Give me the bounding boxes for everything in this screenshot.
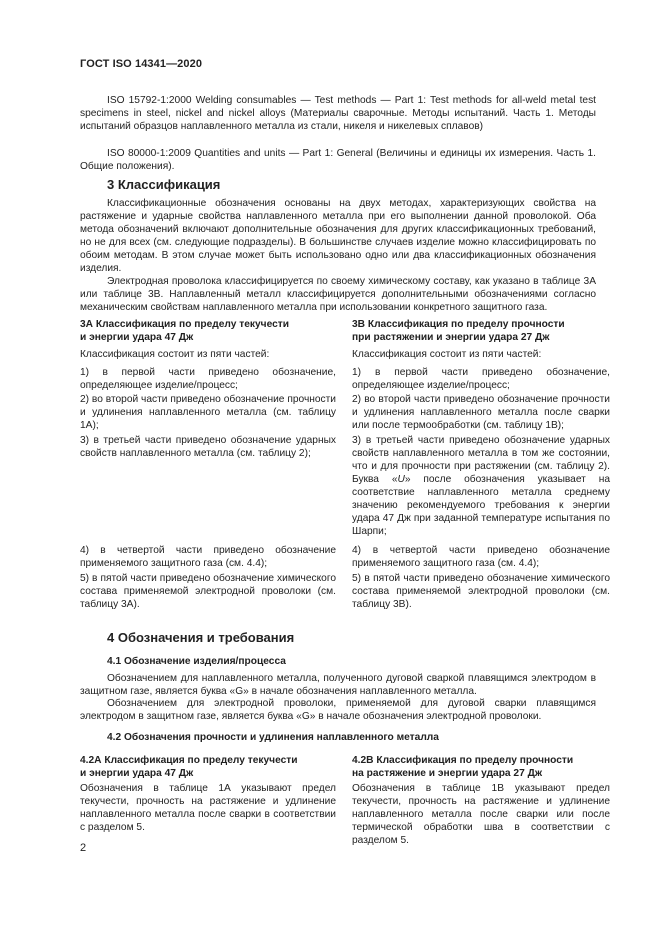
heading-4-2a: [80, 754, 336, 780]
section-4-2a-text: Обозначения в таблице 1А указывают предел текучести, прочность на растяжение и удлинение наплавленного металла после сварки в соответствии с разделом 5.: [80, 783, 336, 833]
section-4-title: 4 Обозначения и требования: [107, 630, 295, 645]
section-4-1-title: 4.1 Обозначение изделия/процесса: [107, 656, 286, 667]
page-number: 2: [80, 842, 87, 854]
heading-3a-line-1: 3А Классификация по пределу текучести: [80, 319, 290, 330]
heading-4-2a-line-2: и энергии удара 47 Дж: [80, 768, 194, 779]
list-3a-item-5: 5) в пятой части приведено обозначение химического состава применяемой электродной проволоки (см. таблицу 3А).: [80, 573, 336, 610]
section-4-2-title: 4.2 Обозначения прочности и удлинения наплавленного металла: [107, 732, 439, 743]
list-3b-item-5: 5) в пятой части приведено обозначение химического состава применяемой электродной проволоки (см. таблицу 3В).: [352, 573, 610, 610]
heading-3b-line-1: 3В Классификация по пределу прочности: [352, 319, 565, 330]
section-3-paragraph-2: Электродная проволока классифицируется по своему химическому составу, как указано в таблице 3А или таблице 3В. Наплавленный металл классифицируется дополнительными обозначениями согласно механическим свойствам наплавленного металла при использовании конкретного защитного газа.: [80, 276, 596, 313]
list-3a-item-3: 3) в третьей части приведено обозначение ударных свойств наплавленного металла (см. таблицу 2);: [80, 435, 336, 459]
list-3b-intro: Классификация состоит из пяти частей:: [352, 349, 542, 360]
section-3-title: 3 Классификация: [107, 177, 221, 192]
list-3b-item-3-tail: » после обозначения указывает на соответствие наплавленного металла среднему значению рекомендуемого требования к энергии удара 47 Дж при заданной температуре испытания по Шарпи;: [352, 474, 610, 537]
list-3a-item-1: 1) в первой части приведено обозначение, определяющее изделие/процесс;: [80, 367, 336, 391]
heading-4-2b-line-1: 4.2В Классификация по пределу прочности: [352, 755, 574, 766]
reference-iso-15792: ISO 15792-1:2000 Welding consumables — Test methods — Part 1: Test methods for all-weld metal test specimens in steel, nickel and nickel alloys (Материалы сварочные. Методы испытаний. Часть 1. Методы испытаний образцов наплавленного металла из стали, никеля и никелевых сплавов): [80, 95, 596, 132]
list-3b-item-1: 1) в первой части приведено обозначение, определяющее изделие/процесс;: [352, 367, 610, 391]
list-3b-item-4: 4) в четвертой части приведено обозначение применяемого защитного газа (см. 4.4);: [352, 545, 610, 569]
heading-4-2a-line-1: 4.2А Классификация по пределу текучести: [80, 755, 298, 766]
list-3b-item-3-letter: U: [397, 474, 405, 485]
heading-4-2b-line-2: на растяжение и энергии удара 27 Дж: [352, 768, 543, 779]
heading-4-2b: [352, 754, 610, 780]
list-3b-item-2: 2) во второй части приведено обозначение прочности и удлинения наплавленного металла после сварки или после термообработки (см. таблицу 1В);: [352, 394, 610, 431]
heading-3a-line-2: и энергии удара 47 Дж: [80, 332, 194, 343]
list-3a-item-2: 2) во второй части приведено обозначение прочности и удлинения наплавленного металла (см. таблицу 1А);: [80, 394, 336, 431]
document-code: ГОСТ ISO 14341—2020: [80, 58, 203, 70]
section-4-1-paragraph-1: Обозначением для наплавленного металла, полученного дуговой сваркой плавящимся электродом в защитном газе, является буква «G» в начале обозначения наплавленного металла.: [80, 673, 596, 697]
list-3b-item-3-text: 3) в третьей части приведено обозначение ударных свойств наплавленного металла в том же состоянии, что и для прочности при растяжении (см. таблицу 2). Буква «: [352, 435, 610, 485]
list-3a-item-4: 4) в четвертой части приведено обозначение применяемого защитного газа (см. 4.4);: [80, 545, 336, 569]
heading-3a: [80, 318, 336, 344]
section-4-2b-text: Обозначения в таблице 1В указывают предел текучести, прочность на растяжение и удлинение наплавленного металла после сварки или после термической обработки шва в соответствии с разделом 5.: [352, 783, 610, 846]
section-4-1-paragraph-2: Обозначением для электродной проволоки, применяемой для дуговой сварки плавящимся электродом в защитном газе, является буква «G» в начале обозначения электродной проволоки.: [80, 698, 596, 722]
heading-3b-line-2: при растяжении и энергии удара 27 Дж: [352, 332, 550, 343]
heading-3b: [352, 318, 610, 344]
reference-iso-80000: ISO 80000-1:2009 Quantities and units — Part 1: General (Величины и единицы их измерения. Часть 1. Общие положения).: [80, 148, 596, 172]
list-3a-intro: Классификация состоит из пяти частей:: [80, 349, 270, 360]
list-3b-item-3: [352, 434, 610, 538]
section-3-paragraph-1: Классификационные обозначения основаны на двух методах, характеризующих свойства на растяжение и ударные свойства наплавленного металла при его выполнении данной проволокой. Оба метода обозначений включают дополнительные обозначения для других классификационных требований, но не для всех (см. следующие подразделы). В большинстве случаев изделие можно классифицировать по обоим методам. В этом случае может быть использовано одно или два классификационных обозначения изделия.: [80, 198, 596, 274]
